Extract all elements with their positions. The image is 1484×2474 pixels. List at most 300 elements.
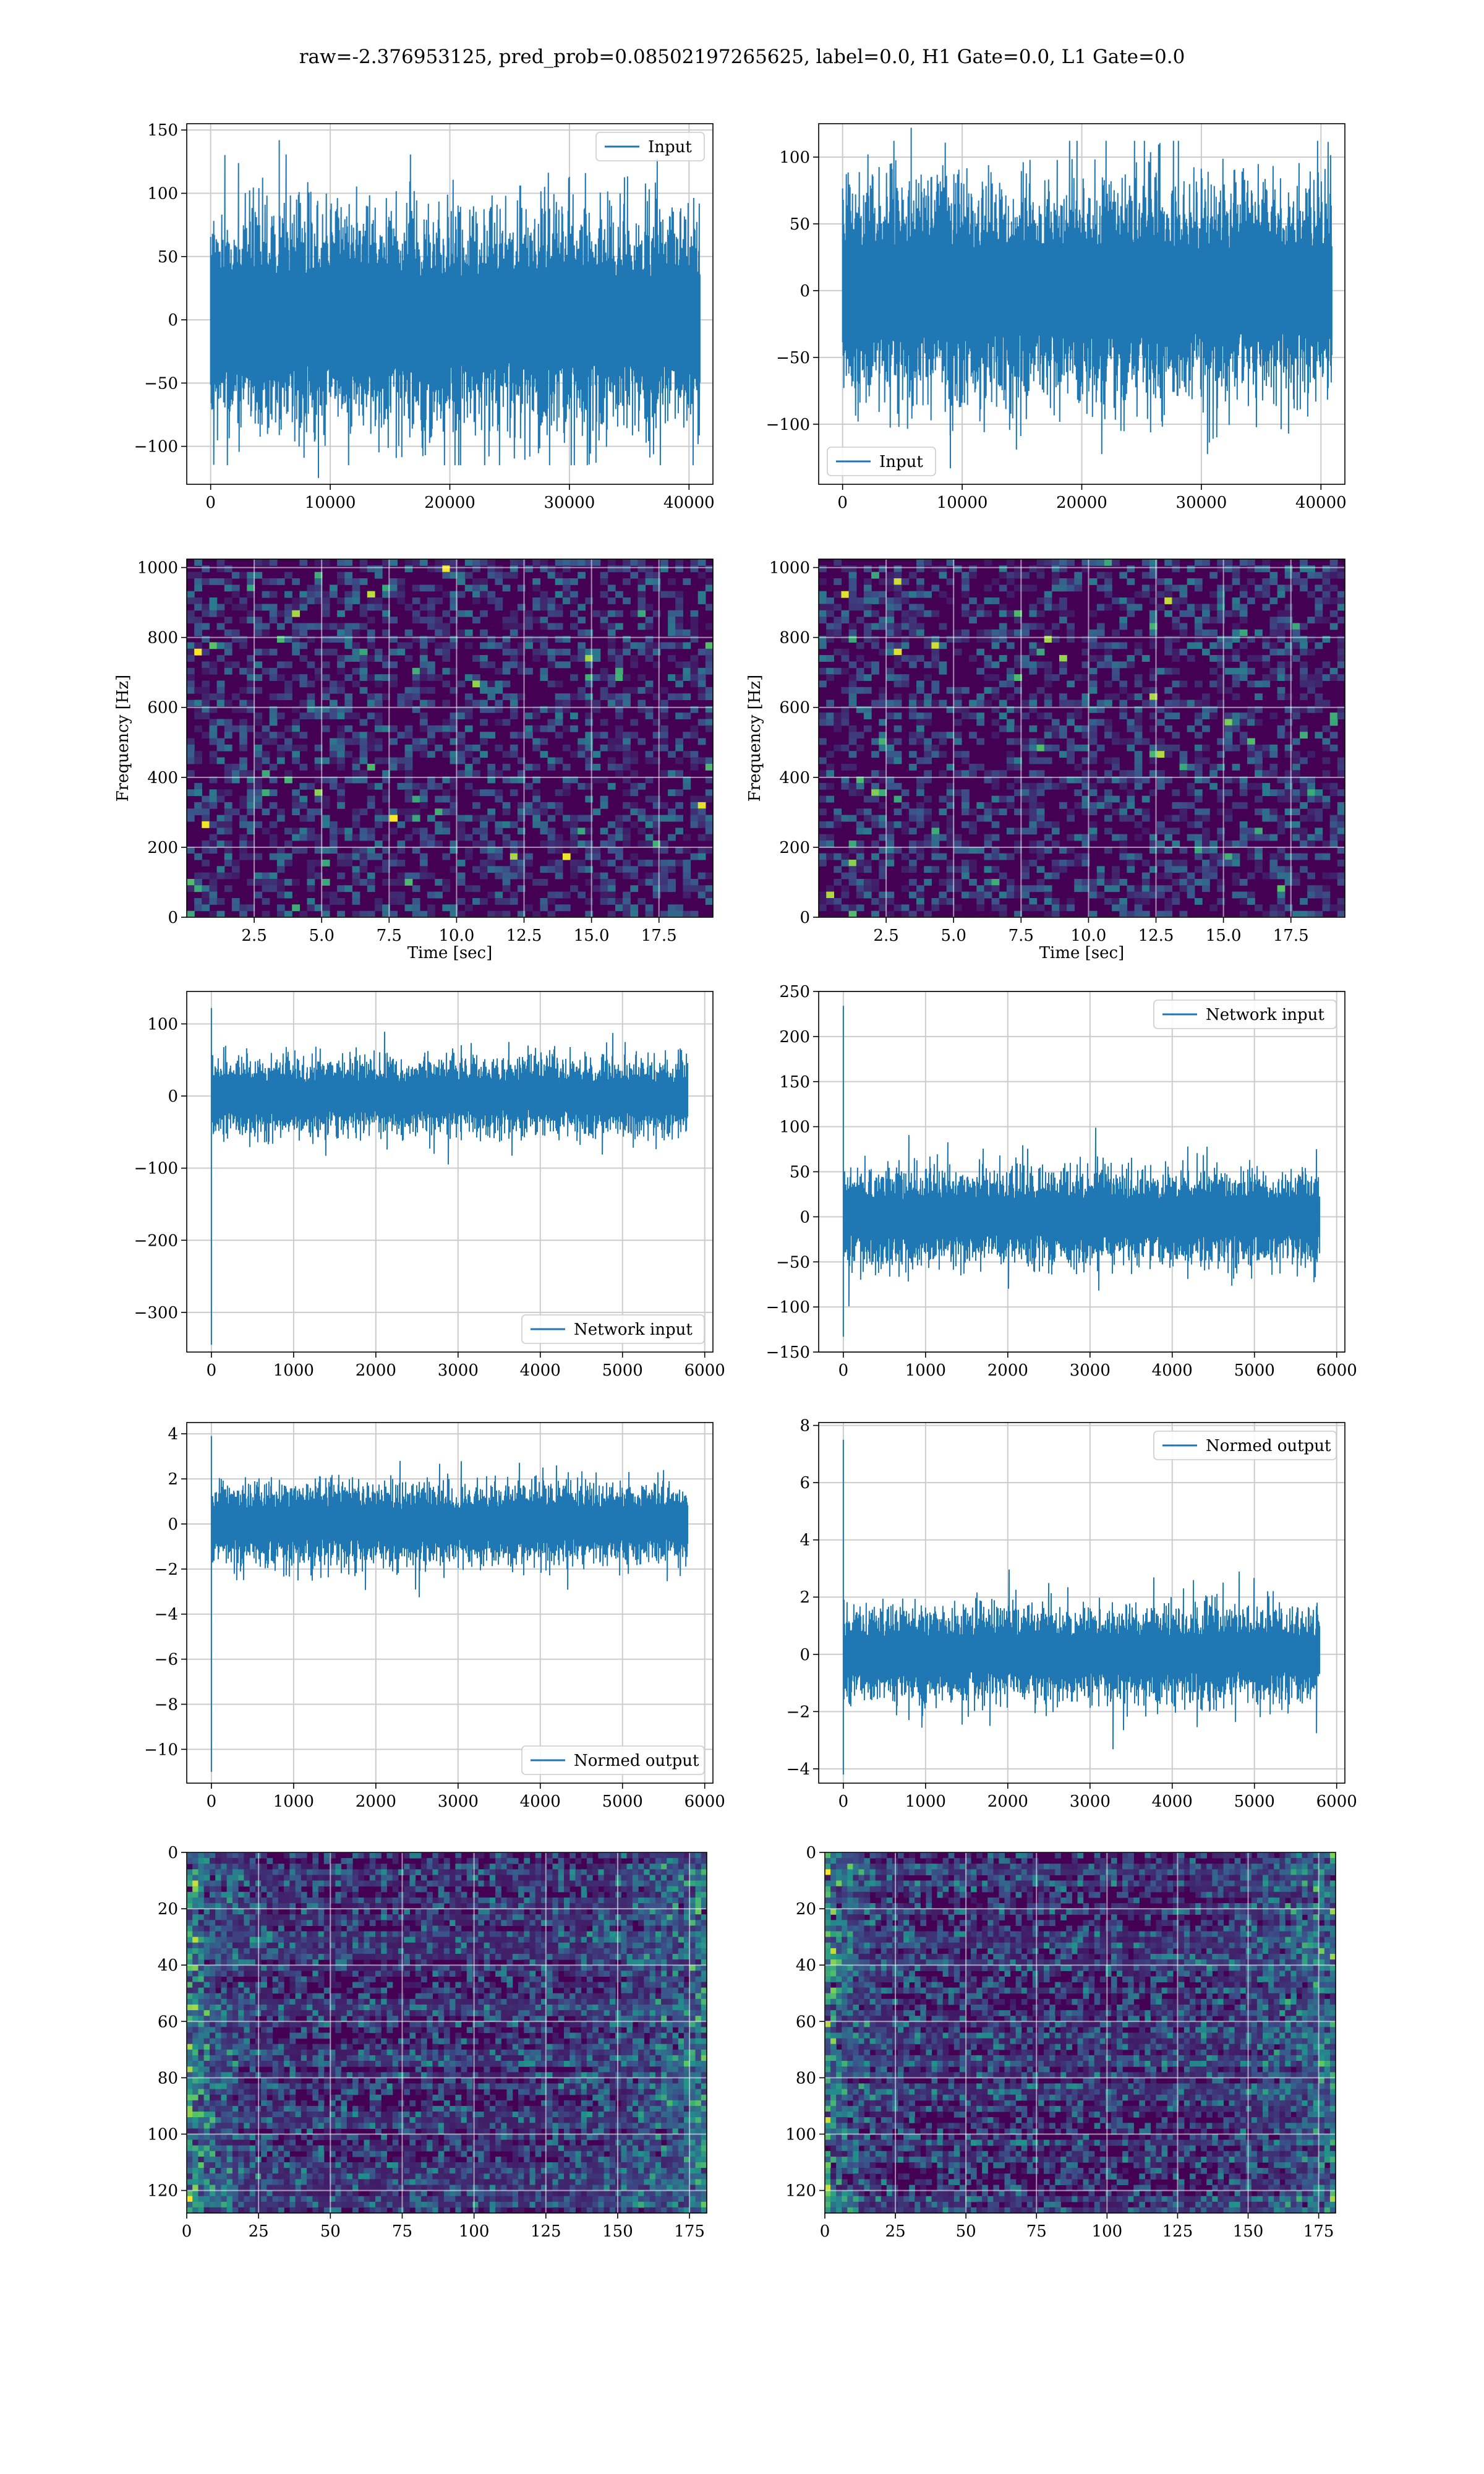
h1-spectrogram-cell — [299, 796, 307, 803]
h1-feature-map-cell — [438, 1886, 445, 1893]
l1-spectrogram-cell — [1225, 642, 1233, 649]
l1-spectrogram-cell — [864, 591, 872, 598]
h1-spectrogram-cell — [292, 578, 300, 585]
h1-feature-map-cell — [261, 1909, 267, 1915]
h1-feature-map-cell — [569, 1925, 576, 1932]
l1-spectrogram-cell — [1269, 911, 1277, 918]
h1-feature-map-cell — [421, 1914, 427, 1920]
l1-spectrogram-cell — [1112, 764, 1120, 771]
l1-spectrogram-cell — [1142, 860, 1150, 867]
h1-spectrogram-cell — [600, 719, 608, 726]
l1-spectrogram-cell — [969, 610, 977, 617]
h1-spectrogram-cell — [367, 591, 375, 598]
h1-feature-map-cell — [673, 1869, 679, 1875]
h1-feature-map-cell — [284, 1920, 290, 1926]
h1-spectrogram-cell — [563, 700, 571, 707]
h1-spectrogram-cell — [352, 892, 360, 899]
l1-spectrogram-cell — [1300, 898, 1308, 905]
h1-spectrogram-cell — [555, 860, 563, 867]
h1-spectrogram-cell — [322, 815, 330, 822]
h1-spectrogram-cell — [202, 847, 210, 854]
h1-feature-map-cell — [467, 1914, 473, 1920]
h1-spectrogram-cell — [322, 693, 330, 700]
l1-spectrogram-cell — [819, 617, 827, 623]
l1-spectrogram-cell — [834, 821, 842, 828]
h1-feature-map-cell — [278, 1914, 284, 1920]
l1-spectrogram-cell — [1323, 802, 1331, 809]
h1-spectrogram-cell — [210, 610, 218, 617]
l1-spectrogram-cell — [1255, 834, 1263, 841]
h1-spectrogram-cell — [698, 559, 706, 566]
h1-spectrogram-cell — [465, 584, 473, 591]
l1-spectrogram-cell — [1164, 751, 1172, 758]
l1-spectrogram-cell — [931, 565, 939, 572]
h1-spectrogram-cell — [495, 597, 503, 604]
h1-spectrogram-cell — [420, 738, 428, 745]
h1-spectrogram-cell — [210, 796, 218, 803]
l1-spectrogram-cell — [984, 879, 992, 886]
h1-spectrogram-cell — [593, 700, 601, 707]
l1-spectrogram-cell — [1180, 700, 1188, 707]
h1-spectrogram-cell — [675, 693, 683, 700]
l1-spectrogram-cell — [992, 808, 1000, 815]
h1-spectrogram-cell — [683, 879, 691, 886]
h1-feature-map-cell — [261, 1864, 267, 1870]
l1-spectrogram-cell — [1067, 559, 1075, 566]
h1-spectrogram-cell — [337, 680, 345, 687]
l1-spectrogram-cell — [1262, 642, 1270, 649]
l1-spectrogram-cell — [1300, 623, 1308, 630]
h1-feature-map-cell — [393, 1875, 399, 1881]
h1-feature-map-cell — [409, 1898, 416, 1904]
h1-spectrogram-cell — [465, 751, 473, 758]
l1-spectrogram-cell — [902, 578, 910, 585]
l1-spectrogram-cell — [1255, 866, 1263, 873]
h1-feature-map-cell — [530, 1909, 536, 1915]
h1-feature-map-cell — [215, 1920, 221, 1926]
h1-feature-map-cell — [312, 1886, 318, 1893]
h1-feature-map-cell — [655, 1892, 662, 1898]
l1-spectrogram-cell — [1323, 674, 1331, 681]
l1-spectrogram-cell — [1292, 770, 1300, 777]
l1-spectrogram-cell — [954, 700, 962, 707]
h1-spectrogram-cell — [292, 834, 300, 841]
h1-spectrogram-cell — [405, 834, 413, 841]
l1-normed-output-xtick-label: 6000 — [1316, 1792, 1357, 1811]
l1-spectrogram-cell — [954, 565, 962, 572]
h1-normed-output-xtick-label: 6000 — [684, 1792, 725, 1811]
h1-spectrogram-cell — [270, 713, 278, 719]
h1-spectrogram-cell — [412, 610, 420, 617]
h1-feature-map-cell — [215, 1886, 221, 1893]
h1-spectrogram-cell — [706, 764, 714, 771]
h1-spectrogram-cell — [202, 623, 210, 630]
l1-spectrogram-cell — [931, 642, 939, 649]
l1-spectrogram-cell — [1021, 745, 1030, 751]
l1-spectrogram-cell — [1262, 584, 1270, 591]
h1-spectrogram-cell — [503, 623, 511, 630]
l1-spectrogram-cell — [1180, 860, 1188, 867]
l1-spectrogram-cell — [931, 898, 939, 905]
h1-spectrogram-cell — [465, 764, 473, 771]
h1-spectrogram-cell — [555, 808, 563, 815]
l1-spectrogram-cell — [1180, 847, 1188, 854]
h1-spectrogram-cell — [570, 623, 578, 630]
h1-spectrogram-cell — [217, 610, 225, 617]
h1-feature-map-cell — [467, 1932, 473, 1938]
h1-spectrogram-cell — [217, 642, 225, 649]
l1-spectrogram-cell — [864, 604, 872, 610]
l1-spectrogram-cell — [1127, 597, 1135, 604]
h1-spectrogram-cell — [638, 879, 646, 886]
h1-feature-map-cell — [192, 1914, 198, 1920]
h1-spectrogram-cell — [691, 815, 699, 822]
h1-feature-map-cell — [478, 1914, 484, 1920]
h1-spectrogram-cell — [202, 661, 210, 668]
h1-feature-map-cell — [564, 1898, 570, 1904]
l1-spectrogram-cell — [819, 841, 827, 847]
h1-spectrogram-cell — [510, 732, 518, 738]
h1-feature-map-cell — [227, 1909, 233, 1915]
l1-spectrogram-cell — [1202, 559, 1210, 566]
h1-feature-map-cell — [689, 1881, 696, 1887]
h1-spectrogram-cell — [262, 668, 270, 675]
h1-spectrogram-cell — [187, 591, 195, 598]
h1-feature-map-cell — [518, 1869, 524, 1875]
l1-spectrogram-cell — [1262, 591, 1270, 598]
h1-feature-map-cell — [678, 1914, 684, 1920]
h1-feature-map-cell — [575, 1920, 581, 1926]
l1-spectrogram-cell — [842, 655, 850, 662]
l1-spectrogram-cell — [886, 911, 894, 918]
l1-spectrogram-cell — [962, 808, 970, 815]
h1-spectrogram-cell — [593, 885, 601, 892]
h1-spectrogram-cell — [548, 597, 556, 604]
l1-spectrogram-cell — [1300, 758, 1308, 764]
l1-spectrogram-cell — [1247, 834, 1255, 841]
l1-spectrogram-cell — [939, 572, 947, 579]
h1-feature-map-cell — [655, 1898, 662, 1904]
h1-spectrogram-cell — [442, 642, 450, 649]
l1-spectrogram-cell — [962, 770, 970, 777]
h1-spectrogram-cell — [646, 687, 654, 694]
h1-spectrogram-cell — [593, 854, 601, 860]
h1-spectrogram-cell — [480, 680, 488, 687]
h1-spectrogram-cell — [442, 655, 450, 662]
h1-feature-map-cell — [324, 1914, 330, 1920]
h1-feature-map-cell — [307, 1914, 313, 1920]
l1-spectrogram-cell — [1044, 700, 1052, 707]
h1-spectrogram-cell — [307, 898, 315, 905]
l1-spectrogram-cell — [1195, 841, 1203, 847]
l1-spectrogram-cell — [864, 713, 872, 719]
h1-feature-map-cell — [610, 1914, 616, 1920]
h1-spectrogram-cell — [495, 680, 503, 687]
l1-spectrogram-cell — [1277, 854, 1286, 860]
h1-spectrogram-cell — [615, 726, 623, 732]
l1-spectrogram-cell — [992, 578, 1000, 585]
h1-feature-map-cell — [324, 1925, 330, 1932]
h1-spectrogram-cell — [442, 821, 450, 828]
l1-spectrogram-cell — [1090, 751, 1098, 758]
l1-spectrogram-cell — [916, 713, 924, 719]
l1-spectrogram-cell — [1044, 630, 1052, 636]
h1-spectrogram-cell — [224, 617, 232, 623]
h1-spectrogram-cell — [623, 815, 631, 822]
h1-feature-map-cell — [530, 1925, 536, 1932]
h1-feature-map-cell — [409, 1881, 416, 1887]
h1-spectrogram-cell — [210, 693, 218, 700]
l1-spectrogram-cell — [902, 854, 910, 860]
h1-feature-map-cell — [655, 1875, 662, 1881]
l1-spectrogram-cell — [1090, 726, 1098, 732]
h1-feature-map-cell — [387, 1869, 393, 1875]
l1-spectrogram-cell — [1337, 597, 1345, 604]
l1-spectrogram-cell — [1225, 565, 1233, 572]
h1-spectrogram-cell — [322, 879, 330, 886]
h1-feature-map-cell — [507, 1875, 513, 1881]
l1-spectrogram-cell — [1007, 693, 1015, 700]
l1-spectrogram-cell — [1330, 597, 1338, 604]
l1-spectrogram-cell — [1300, 726, 1308, 732]
h1-feature-map-cell — [427, 1920, 433, 1926]
h1-spectrogram-cell — [623, 687, 631, 694]
h1-spectrogram-cell — [495, 796, 503, 803]
l1-spectrogram-cell — [819, 738, 827, 745]
l1-spectrogram-cell — [1225, 789, 1233, 796]
l1-spectrogram-cell — [1315, 680, 1323, 687]
l1-spectrogram-cell — [1112, 559, 1120, 566]
l1-spectrogram-cell — [976, 649, 984, 656]
l1-spectrogram-cell — [931, 732, 939, 738]
h1-feature-map-cell — [187, 1875, 193, 1881]
l1-spectrogram-cell — [1135, 892, 1143, 899]
h1-spectrogram-cell — [646, 649, 654, 656]
h1-feature-map-cell — [701, 1925, 707, 1932]
h1-spectrogram-cell — [706, 713, 714, 719]
l1-spectrogram-cell — [1067, 808, 1075, 815]
h1-spectrogram-cell — [503, 642, 511, 649]
l1-spectrogram-cell — [1164, 873, 1172, 880]
l1-spectrogram-cell — [886, 758, 894, 764]
l1-spectrogram-cell — [909, 751, 917, 758]
h1-spectrogram-cell — [210, 841, 218, 847]
h1-spectrogram-cell — [284, 617, 292, 623]
h1-spectrogram-cell — [344, 630, 352, 636]
h1-spectrogram-cell — [698, 668, 706, 675]
h1-feature-map-cell — [633, 1875, 639, 1881]
h1-feature-map-cell — [335, 1881, 341, 1887]
l1-spectrogram-cell — [1052, 841, 1060, 847]
h1-spectrogram-cell — [548, 815, 556, 822]
h1-feature-map-cell — [244, 1920, 250, 1926]
h1-spectrogram-cell — [563, 783, 571, 790]
l1-spectrogram-cell — [819, 854, 827, 860]
h1-spectrogram-cell — [277, 661, 285, 668]
h1-feature-map-cell — [198, 1914, 205, 1920]
h1-spectrogram-cell — [239, 617, 247, 623]
l1-spectrogram-cell — [1269, 808, 1277, 815]
h1-spectrogram-cell — [405, 726, 413, 732]
h1-feature-map-cell — [404, 1852, 410, 1859]
h1-feature-map-cell — [381, 1881, 387, 1887]
l1-spectrogram-cell — [1112, 597, 1120, 604]
l1-spectrogram-cell — [1240, 821, 1248, 828]
h1-spectrogram-cell — [307, 834, 315, 841]
l1-spectrogram-cell — [1232, 879, 1240, 886]
h1-feature-map-cell — [375, 1932, 382, 1938]
h1-spectrogram-cell — [646, 578, 654, 585]
l1-spectrogram-cell — [1037, 642, 1045, 649]
h1-feature-map-cell — [569, 1914, 576, 1920]
h1-spectrogram-cell — [548, 655, 556, 662]
h1-spectrogram-cell — [563, 565, 571, 572]
h1-spectrogram-cell — [277, 758, 285, 764]
h1-feature-map-cell — [689, 1864, 696, 1870]
l1-spectrogram-cell — [992, 854, 1000, 860]
l1-spectrogram-cell — [1044, 873, 1052, 880]
l1-spectrogram-cell — [909, 764, 917, 771]
l1-spectrogram-cell — [1300, 680, 1308, 687]
h1-spectrogram-cell — [254, 623, 262, 630]
h1-spectrogram-cell — [487, 642, 495, 649]
l1-spectrogram-cell — [992, 661, 1000, 668]
h1-feature-map-cell — [210, 1920, 216, 1926]
l1-spectrogram-cell — [1255, 591, 1263, 598]
h1-feature-map-cell — [307, 1932, 313, 1938]
h1-feature-map-cell — [535, 1898, 542, 1904]
h1-spectrogram-cell — [525, 617, 533, 623]
h1-feature-map-cell — [250, 1909, 256, 1915]
h1-spectrogram-cell — [683, 668, 691, 675]
l1-spectrogram-cell — [894, 661, 902, 668]
l1-spectrogram-cell — [999, 796, 1007, 803]
l1-spectrogram-cell — [939, 879, 947, 886]
h1-feature-map-cell — [438, 1881, 445, 1887]
l1-spectrogram-cell — [1330, 834, 1338, 841]
l1-spectrogram-cell — [969, 764, 977, 771]
h1-spectrogram-cell — [472, 815, 480, 822]
h1-feature-map-cell — [610, 1852, 616, 1859]
l1-spectrogram-cell — [1187, 642, 1195, 649]
h1-feature-map-cell — [427, 1925, 433, 1932]
h1-spectrogram-cell — [480, 687, 488, 694]
h1-spectrogram-cell — [570, 885, 578, 892]
l1-spectrogram-cell — [1127, 860, 1135, 867]
l1-spectrogram-cell — [1164, 700, 1172, 707]
l1-spectrogram-cell — [1195, 898, 1203, 905]
h1-spectrogram-cell — [578, 630, 586, 636]
h1-feature-map-cell — [432, 1869, 438, 1875]
h1-spectrogram-cell — [397, 597, 405, 604]
h1-spectrogram-cell — [254, 764, 262, 771]
h1-feature-map-cell — [187, 1909, 193, 1915]
l1-spectrogram-cells — [819, 559, 1345, 918]
l1-spectrogram-cell — [1097, 604, 1105, 610]
h1-spectrogram-cell — [367, 655, 375, 662]
h1-normed-output-ytick-label: 0 — [168, 1515, 178, 1534]
h1-spectrogram-cell — [608, 885, 616, 892]
l1-spectrogram-cell — [902, 655, 910, 662]
l1-spectrogram-cell — [1323, 617, 1331, 623]
h1-feature-map-cell — [232, 1920, 239, 1926]
l1-network-input-ytick-label: −50 — [776, 1253, 810, 1272]
l1-spectrogram-cell — [894, 674, 902, 681]
h1-feature-map-cell — [416, 1886, 422, 1893]
l1-spectrogram-cell — [1135, 738, 1143, 745]
l1-spectrogram-cell — [1240, 911, 1248, 918]
h1-spectrogram-cell — [360, 655, 368, 662]
l1-spectrogram-cell — [902, 885, 910, 892]
h1-feature-map-cell — [404, 1886, 410, 1893]
l1-spectrogram-cell — [894, 700, 902, 707]
l1-spectrogram-cell — [826, 821, 834, 828]
h1-feature-map-cell — [364, 1898, 370, 1904]
h1-spectrogram-cell — [367, 693, 375, 700]
l1-spectrogram-cell — [1157, 821, 1165, 828]
l1-spectrogram-cell — [1052, 873, 1060, 880]
h1-feature-map-cell — [569, 1881, 576, 1887]
h1-spectrogram-cell — [202, 687, 210, 694]
h1-spectrogram-cell — [487, 680, 495, 687]
l1-spectrogram-cell — [1209, 764, 1217, 771]
h1-spectrogram-cell — [210, 719, 218, 726]
l1-spectrogram-cell — [1232, 572, 1240, 579]
l1-spectrogram-cell — [924, 911, 932, 918]
h1-normed-output-xtick-label: 3000 — [437, 1792, 479, 1811]
h1-feature-map-cell — [232, 1914, 239, 1920]
l1-spectrogram-xtick-label: 7.5 — [1008, 927, 1034, 945]
l1-spectrogram-cell — [1255, 719, 1263, 726]
l1-normed-output-xtick-label: 0 — [838, 1792, 849, 1811]
l1-spectrogram-cell — [886, 610, 894, 617]
h1-spectrogram-cell — [330, 584, 338, 591]
h1-feature-map-cell — [575, 1909, 581, 1915]
h1-feature-map-cell — [547, 1875, 553, 1881]
l1-spectrogram-cell — [849, 565, 857, 572]
h1-feature-map-cell — [484, 1864, 490, 1870]
h1-feature-map-cell — [604, 1898, 610, 1904]
l1-spectrogram-cell — [1323, 854, 1331, 860]
h1-spectrogram-cell — [675, 559, 683, 566]
h1-feature-map-cell — [335, 1892, 341, 1898]
l1-spectrogram-cell — [819, 668, 827, 675]
l1-network-input-panel — [766, 983, 1357, 1380]
l1-spectrogram-cell — [1119, 642, 1127, 649]
l1-spectrogram-cell — [1277, 630, 1286, 636]
h1-spectrogram-cell — [270, 617, 278, 623]
h1-spectrogram-cell — [442, 854, 450, 860]
h1-feature-map-cell — [581, 1875, 587, 1881]
h1-feature-map-cell — [438, 1920, 445, 1926]
h1-spectrogram-cell — [630, 873, 638, 880]
h1-spectrogram-cells — [187, 559, 714, 918]
h1-spectrogram-cell — [352, 815, 360, 822]
h1-feature-map-cell — [375, 1869, 382, 1875]
l1-spectrogram-cell — [1059, 802, 1067, 809]
h1-spectrogram-cell — [270, 732, 278, 738]
h1-feature-map-cell — [404, 1892, 410, 1898]
l1-spectrogram-cell — [1247, 738, 1255, 745]
h1-spectrogram-cell — [337, 738, 345, 745]
h1-feature-map-cell — [312, 1858, 318, 1864]
l1-spectrogram-cell — [1172, 879, 1180, 886]
l1-spectrogram-cell — [1157, 745, 1165, 751]
h1-feature-map-cell — [495, 1920, 501, 1926]
h1-feature-map-cell — [524, 1914, 530, 1920]
l1-spectrogram-cell — [1337, 713, 1345, 719]
h1-feature-map-cell — [558, 1925, 565, 1932]
